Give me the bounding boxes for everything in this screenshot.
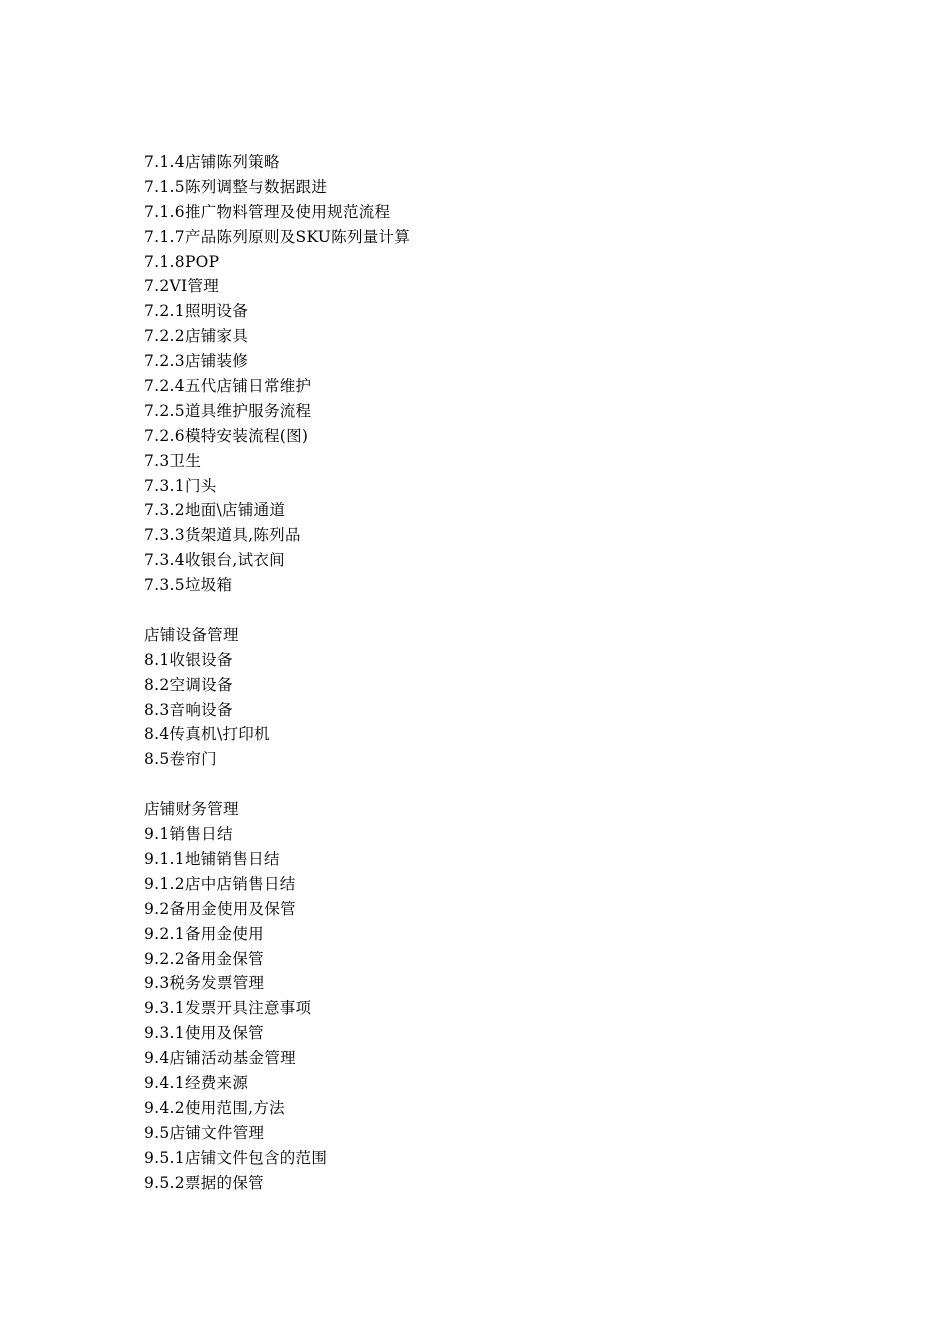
toc-item-9-5-1: 9.5.1店铺文件包含的范围 xyxy=(144,1148,328,1167)
toc-item-7-3-3: 7.3.3货架道具,陈列品 xyxy=(144,526,301,545)
toc-item-7-1-4: 7.1.4店铺陈列策略 xyxy=(144,153,280,171)
toc-item-7-1-6: 7.1.6推广物料管理及使用规范流程 xyxy=(144,202,391,221)
toc-item-7-2-3: 7.2.3店铺装修 xyxy=(144,352,249,371)
table-of-contents xyxy=(144,150,844,1195)
toc-item-8-5: 8.5卷帘门 xyxy=(144,750,217,769)
toc-item-9-4-1: 9.4.1经费来源 xyxy=(144,1073,249,1092)
toc-item-9-5-2: 9.5.2票据的保管 xyxy=(144,1173,264,1192)
toc-item-7-3-5: 7.3.5垃圾箱 xyxy=(144,576,233,595)
toc-item-7-2-1: 7.2.1照明设备 xyxy=(144,302,249,321)
toc-item-9-3: 9.3税务发票管理 xyxy=(144,974,265,993)
toc-item-7-1-5: 7.1.5陈列调整与数据跟进 xyxy=(144,177,328,196)
toc-item-7-2-5: 7.2.5道具维护服务流程 xyxy=(144,401,312,420)
blank-line xyxy=(144,598,844,623)
toc-item-9-2: 9.2备用金使用及保管 xyxy=(144,899,296,918)
toc-item-8-4: 8.4传真机\打印机 xyxy=(144,725,270,744)
toc-item-9-1: 9.1销售日结 xyxy=(144,825,233,844)
toc-item-7-3-2: 7.3.2地面\店铺通道 xyxy=(144,501,286,520)
toc-item-7-2-2: 7.2.2店铺家具 xyxy=(144,327,249,346)
toc-item-7-1-8: 7.1.8POP xyxy=(144,252,220,271)
toc-item-9-2-1: 9.2.1备用金使用 xyxy=(144,924,264,943)
toc-item-9-2-2: 9.2.2备用金保管 xyxy=(144,949,264,968)
toc-item-9-1-1: 9.1.1地铺销售日结 xyxy=(144,849,280,868)
toc-item-8-1: 8.1收银设备 xyxy=(144,650,233,669)
toc-item-8-3: 8.3音响设备 xyxy=(144,700,233,719)
toc-item-7-1-7: 7.1.7产品陈列原则及SKU陈列量计算 xyxy=(144,227,411,246)
toc-item-7-2-4: 7.2.4五代店铺日常维护 xyxy=(144,377,312,396)
toc-item-7-2-6: 7.2.6模特安装流程(图) xyxy=(144,426,309,445)
toc-item-9-5: 9.5店铺文件管理 xyxy=(144,1123,265,1142)
toc-item-9-1-2: 9.1.2店中店销售日结 xyxy=(144,874,296,893)
toc-item-8-2: 8.2空调设备 xyxy=(144,675,233,694)
toc-item-7-3: 7.3卫生 xyxy=(144,451,202,470)
section-heading-finance: 店铺财务管理 xyxy=(144,800,239,819)
toc-item-9-4: 9.4店铺活动基金管理 xyxy=(144,1049,296,1068)
section-heading-equipment: 店铺设备管理 xyxy=(144,625,239,644)
toc-item-7-2: 7.2VI管理 xyxy=(144,277,220,296)
toc-item-9-4-2: 9.4.2使用范围,方法 xyxy=(144,1098,285,1117)
toc-item-7-3-1: 7.3.1门头 xyxy=(144,476,217,495)
toc-item-9-3-1a: 9.3.1发票开具注意事项 xyxy=(144,999,312,1018)
toc-item-7-3-4: 7.3.4收银台,试衣间 xyxy=(144,551,285,570)
toc-item-9-3-1b: 9.3.1使用及保管 xyxy=(144,1024,264,1043)
blank-line xyxy=(144,772,844,797)
